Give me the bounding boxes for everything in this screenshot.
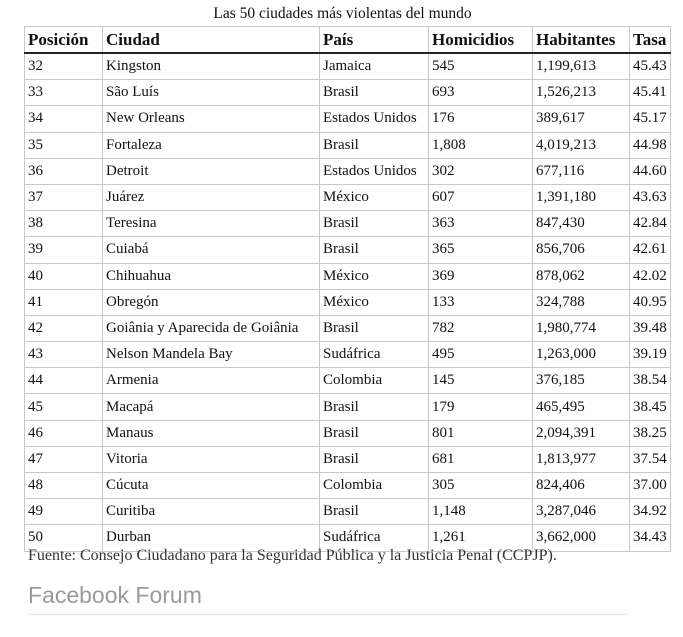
cell-ciudad: Manaus xyxy=(103,420,320,446)
cell-ciudad: Juárez xyxy=(103,184,320,210)
header-ciudad: Ciudad xyxy=(103,27,320,54)
cell-pais: Brasil xyxy=(320,132,429,158)
cell-tasa: 34.92 xyxy=(630,499,671,525)
cell-ciudad: Teresina xyxy=(103,211,320,237)
header-habitantes: Habitantes xyxy=(533,27,630,54)
cell-tasa: 37.54 xyxy=(630,446,671,472)
cell-homicidios: 369 xyxy=(429,263,533,289)
cell-ciudad: Nelson Mandela Bay xyxy=(103,342,320,368)
cell-homicidios: 363 xyxy=(429,211,533,237)
table-row xyxy=(25,342,671,368)
table-row xyxy=(25,237,671,263)
cell-ciudad: Armenia xyxy=(103,368,320,394)
cell-pais: Jamaica xyxy=(320,53,429,80)
cell-posicion: 49 xyxy=(25,499,103,525)
cell-homicidios: 145 xyxy=(429,368,533,394)
cell-habitantes: 3,662,000 xyxy=(533,525,630,551)
cell-posicion: 40 xyxy=(25,263,103,289)
table-row xyxy=(25,289,671,315)
cell-pais: Sudáfrica xyxy=(320,342,429,368)
cell-posicion: 37 xyxy=(25,184,103,210)
cell-tasa: 34.43 xyxy=(630,525,671,551)
divider xyxy=(28,614,628,615)
cell-homicidios: 1,148 xyxy=(429,499,533,525)
cell-homicidios: 545 xyxy=(429,53,533,80)
forum-label[interactable]: Facebook Forum xyxy=(28,582,202,608)
cell-pais: Brasil xyxy=(320,499,429,525)
table-row xyxy=(25,158,671,184)
cell-habitantes: 2,094,391 xyxy=(533,420,630,446)
table-row xyxy=(25,106,671,132)
cell-pais: México xyxy=(320,184,429,210)
cell-tasa: 40.95 xyxy=(630,289,671,315)
cell-homicidios: 365 xyxy=(429,237,533,263)
cell-habitantes: 376,185 xyxy=(533,368,630,394)
cell-pais: Estados Unidos xyxy=(320,106,429,132)
cell-tasa: 42.02 xyxy=(630,263,671,289)
cell-homicidios: 133 xyxy=(429,289,533,315)
cell-pais: Brasil xyxy=(320,420,429,446)
cell-tasa: 38.45 xyxy=(630,394,671,420)
table-row xyxy=(25,420,671,446)
cell-posicion: 44 xyxy=(25,368,103,394)
cell-pais: Brasil xyxy=(320,394,429,420)
cell-habitantes: 1,199,613 xyxy=(533,53,630,80)
table-row xyxy=(25,132,671,158)
cell-tasa: 45.17 xyxy=(630,106,671,132)
table-row xyxy=(25,499,671,525)
cell-posicion: 36 xyxy=(25,158,103,184)
cell-tasa: 39.48 xyxy=(630,315,671,341)
cell-habitantes: 389,617 xyxy=(533,106,630,132)
cell-homicidios: 302 xyxy=(429,158,533,184)
cell-ciudad: Chihuahua xyxy=(103,263,320,289)
table-row xyxy=(25,368,671,394)
cell-ciudad: Cúcuta xyxy=(103,473,320,499)
cell-ciudad: Fortaleza xyxy=(103,132,320,158)
cell-tasa: 42.61 xyxy=(630,237,671,263)
table-row xyxy=(25,80,671,106)
cell-ciudad: New Orleans xyxy=(103,106,320,132)
cell-pais: Colombia xyxy=(320,368,429,394)
cell-posicion: 41 xyxy=(25,289,103,315)
table-row xyxy=(25,263,671,289)
cell-ciudad: Curitiba xyxy=(103,499,320,525)
header-homicidios: Homicidios xyxy=(429,27,533,54)
cell-habitantes: 847,430 xyxy=(533,211,630,237)
cell-pais: Colombia xyxy=(320,473,429,499)
cell-habitantes: 4,019,213 xyxy=(533,132,630,158)
table-header-row xyxy=(25,27,671,54)
cell-homicidios: 782 xyxy=(429,315,533,341)
cell-posicion: 47 xyxy=(25,446,103,472)
cell-pais: México xyxy=(320,289,429,315)
cell-pais: México xyxy=(320,263,429,289)
cell-habitantes: 1,391,180 xyxy=(533,184,630,210)
cell-homicidios: 1,261 xyxy=(429,525,533,551)
cell-posicion: 50 xyxy=(25,525,103,551)
cell-posicion: 46 xyxy=(25,420,103,446)
cell-homicidios: 693 xyxy=(429,80,533,106)
table-row xyxy=(25,473,671,499)
cell-pais: Brasil xyxy=(320,80,429,106)
cell-tasa: 38.54 xyxy=(630,368,671,394)
cell-homicidios: 801 xyxy=(429,420,533,446)
table-row xyxy=(25,446,671,472)
table-row xyxy=(25,53,671,80)
cell-habitantes: 878,062 xyxy=(533,263,630,289)
cell-pais: Brasil xyxy=(320,315,429,341)
table-row xyxy=(25,315,671,341)
cell-homicidios: 607 xyxy=(429,184,533,210)
cell-posicion: 42 xyxy=(25,315,103,341)
cell-ciudad: Cuiabá xyxy=(103,237,320,263)
table-row xyxy=(25,394,671,420)
cell-homicidios: 1,808 xyxy=(429,132,533,158)
cell-habitantes: 824,406 xyxy=(533,473,630,499)
cell-habitantes: 1,526,213 xyxy=(533,80,630,106)
cell-ciudad: Obregón xyxy=(103,289,320,315)
cell-ciudad: Kingston xyxy=(103,53,320,80)
cell-posicion: 33 xyxy=(25,80,103,106)
cell-homicidios: 176 xyxy=(429,106,533,132)
header-tasa: Tasa xyxy=(630,27,671,54)
cell-tasa: 44.60 xyxy=(630,158,671,184)
cell-homicidios: 179 xyxy=(429,394,533,420)
cell-posicion: 45 xyxy=(25,394,103,420)
cell-homicidios: 305 xyxy=(429,473,533,499)
cell-habitantes: 324,788 xyxy=(533,289,630,315)
cell-habitantes: 465,495 xyxy=(533,394,630,420)
cell-posicion: 35 xyxy=(25,132,103,158)
cell-posicion: 48 xyxy=(25,473,103,499)
table-row xyxy=(25,184,671,210)
cell-ciudad: São Luís xyxy=(103,80,320,106)
cell-tasa: 38.25 xyxy=(630,420,671,446)
cell-habitantes: 856,706 xyxy=(533,237,630,263)
cell-habitantes: 677,116 xyxy=(533,158,630,184)
cell-habitantes: 1,980,774 xyxy=(533,315,630,341)
cell-ciudad: Vitoria xyxy=(103,446,320,472)
cell-tasa: 43.63 xyxy=(630,184,671,210)
header-posicion: Posición xyxy=(25,27,103,54)
cell-posicion: 32 xyxy=(25,53,103,80)
cell-tasa: 44.98 xyxy=(630,132,671,158)
violence-table xyxy=(24,26,671,552)
cell-pais: Brasil xyxy=(320,446,429,472)
cell-tasa: 45.41 xyxy=(630,80,671,106)
table-row xyxy=(25,211,671,237)
cell-ciudad: Macapá xyxy=(103,394,320,420)
cell-habitantes: 1,263,000 xyxy=(533,342,630,368)
cell-pais: Brasil xyxy=(320,211,429,237)
cell-ciudad: Detroit xyxy=(103,158,320,184)
cell-tasa: 39.19 xyxy=(630,342,671,368)
cell-tasa: 42.84 xyxy=(630,211,671,237)
cell-homicidios: 681 xyxy=(429,446,533,472)
cell-posicion: 39 xyxy=(25,237,103,263)
table-body xyxy=(25,53,671,551)
cell-pais: Brasil xyxy=(320,237,429,263)
cell-ciudad: Goiânia y Aparecida de Goiânia xyxy=(103,315,320,341)
table-caption: Las 50 ciudades más violentas del mundo xyxy=(213,5,472,22)
header-pais: País xyxy=(320,27,429,54)
cell-pais: Estados Unidos xyxy=(320,158,429,184)
source-note: Fuente: Consejo Ciudadano para la Seguridad Pública y la Justicia Penal (CCPJP). xyxy=(28,547,557,564)
cell-posicion: 43 xyxy=(25,342,103,368)
cell-posicion: 38 xyxy=(25,211,103,237)
cell-ciudad: Durban xyxy=(103,525,320,551)
cell-posicion: 34 xyxy=(25,106,103,132)
cell-habitantes: 3,287,046 xyxy=(533,499,630,525)
cell-habitantes: 1,813,977 xyxy=(533,446,630,472)
cell-tasa: 45.43 xyxy=(630,53,671,80)
cell-pais: Sudáfrica xyxy=(320,525,429,551)
cell-homicidios: 495 xyxy=(429,342,533,368)
cell-tasa: 37.00 xyxy=(630,473,671,499)
